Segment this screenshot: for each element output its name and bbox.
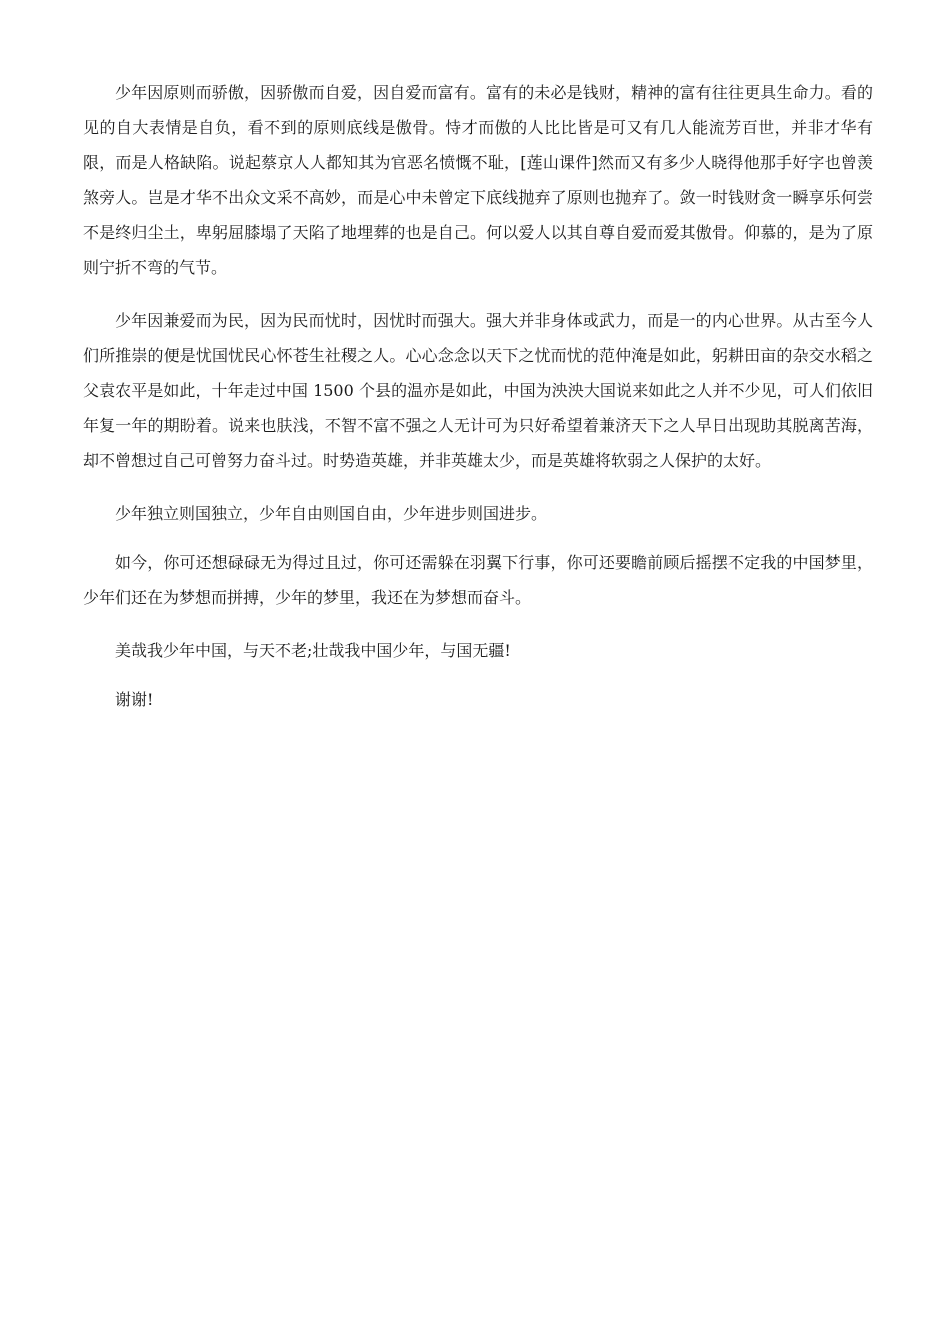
document-body — [83, 75, 873, 731]
paragraph-3: 少年独立则国独立，少年自由则国自由，少年进步则国进步。 — [115, 504, 548, 523]
paragraph-1: 少年因原则而骄傲，因骄傲而自爱，因自爱而富有。富有的未必是钱财，精神的富有往往更具生命力。看的见的自大表情是自负，看不到的原则底线是傲骨。恃才而傲的人比比皆是可又有几人能流芳百世，并非才华有限，而是人格缺陷。说起蔡京人人都知其为官恶名愤慨不耻，[莲山课件]然而又有多少人晓得他那手好字也曾羡煞旁人。岂是才华不出众文采不高妙，而是心中未曾定下底线抛弃了原则也抛弃了。敛一时钱财贪一瞬享乐何尝不是终归尘土，卑躬屈膝塌了天陷了地埋葬的也是自己。何以爱人以其自尊自爱而爱其傲骨。仰慕的，是为了原则宁折不弯的气节。 — [83, 83, 873, 277]
paragraph-5: 美哉我少年中国，与天不老;壮哉我中国少年，与国无疆! — [115, 641, 511, 660]
paragraph-6: 谢谢! — [115, 690, 154, 709]
paragraph-4: 如今，你可还想碌碌无为得过且过，你可还需躲在羽翼下行事，你可还要瞻前顾后摇摆不定我的中国梦里，少年们还在为梦想而拼搏，少年的梦里，我还在为梦想而奋斗。 — [83, 553, 873, 607]
paragraph-2: 少年因兼爱而为民，因为民而忧时，因忧时而强大。强大并非身体或武力，而是一的内心世界。从古至今人们所推崇的便是忧国忧民心怀苍生社稷之人。心心念念以天下之忧而忧的范仲淹是如此，躬耕田亩的杂交水稻之父袁农平是如此，十年走过中国 1500 个县的温亦是如此，中国为泱泱大国说来如此之人并不少见，可人们依旧年复一年的期盼着。说来也肤浅，不智不富不强之人无计可为只好希望着兼济天下之人早日出现助其脱离苦海，却不曾想过自己可曾努力奋斗过。时势造英雄，并非英雄太少，而是英雄将软弱之人保护的太好。 — [83, 311, 873, 470]
